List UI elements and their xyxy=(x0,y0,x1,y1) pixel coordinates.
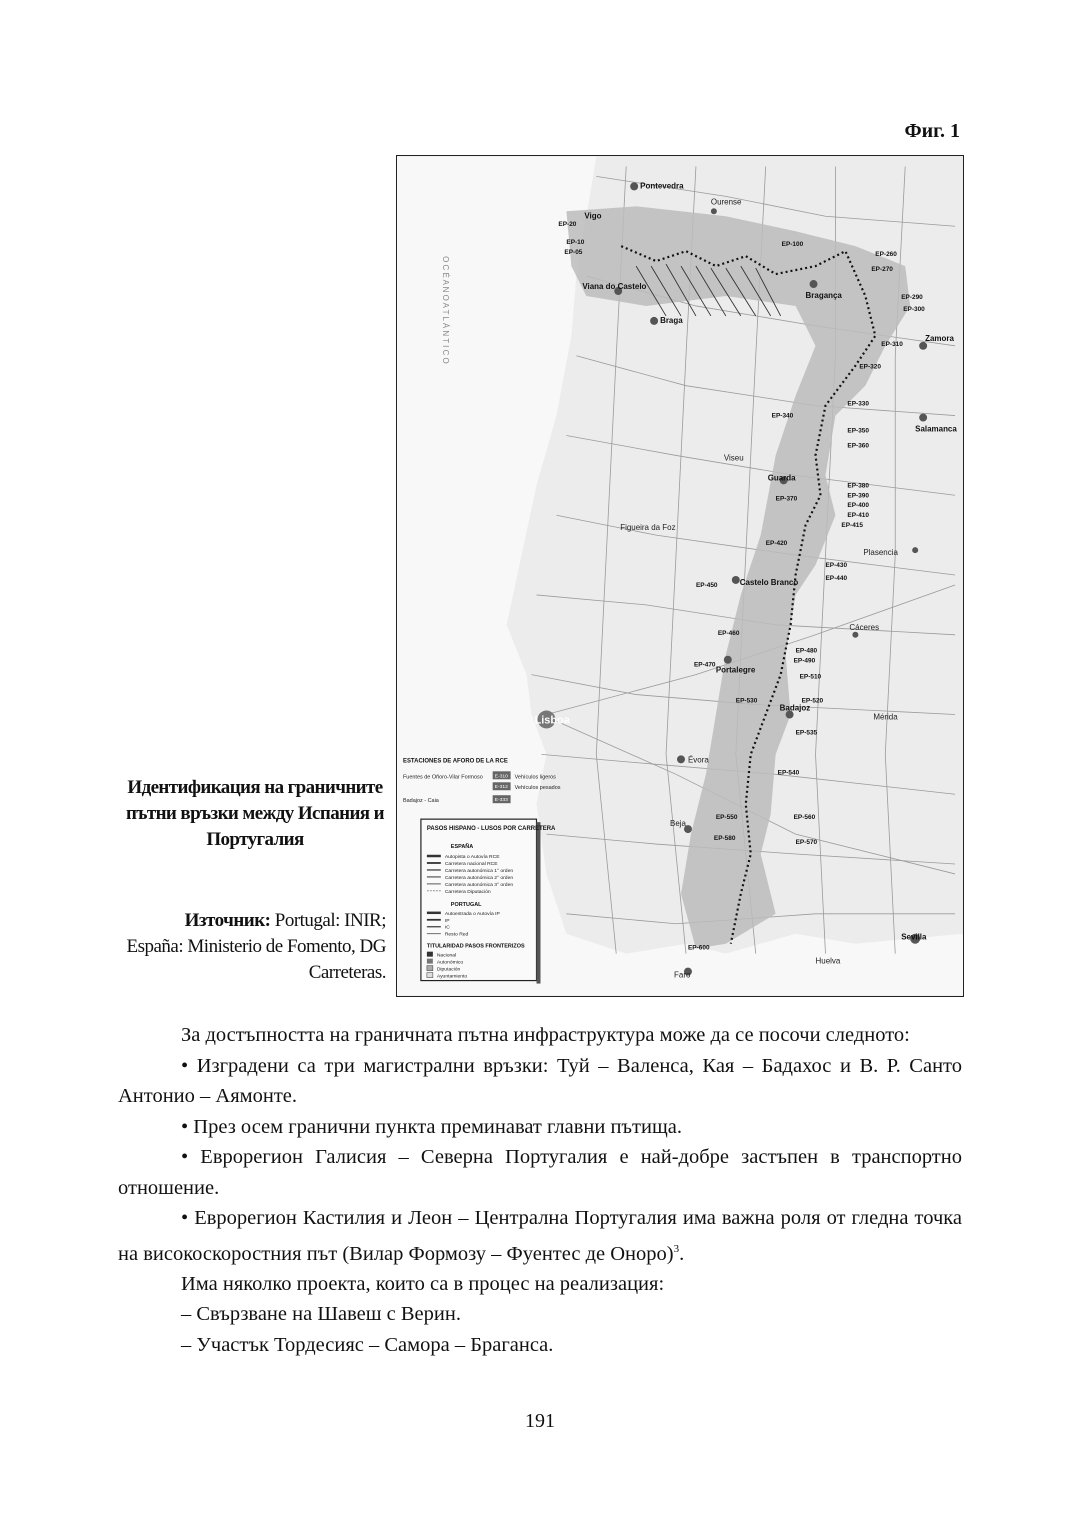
body-text xyxy=(118,1020,962,1360)
ep-label: EP-270 xyxy=(871,266,893,274)
bullet-item: • Изградени са три магистрални връзки: Туй – Валенса, Кая – Бадахос и В. Р. Санто Антонио – Аямонте. xyxy=(118,1054,962,1107)
ep-label: EP-260 xyxy=(875,251,897,259)
legend-item: Ayuntamiento xyxy=(436,973,468,980)
bullet-text: • Еврорегион Кастилия и Леон – Централна Португалия има важна роля от гледна точка на високоскоростния път (Вилар Формозу – Фуентес де Оноро) xyxy=(118,1207,962,1265)
legend-item: IP xyxy=(444,917,450,924)
paragraph-projects: Има няколко проекта, които са в процес на реализация: xyxy=(181,1272,665,1295)
legend-espana: ESPAÑA xyxy=(450,844,474,851)
ep-label: EP-400 xyxy=(847,502,869,510)
city-viana: Viana do Castelo xyxy=(582,282,647,292)
source-text: Portugal: INIR; España: Ministerio de Fomento, DG Carreteras. xyxy=(126,910,386,983)
city-guarda: Guarda xyxy=(767,473,796,483)
city-viseu: Viseu xyxy=(723,453,744,463)
city-faro: Faro xyxy=(674,970,691,980)
ep-label: EP-390 xyxy=(847,492,869,500)
city-ourense: Ourense xyxy=(710,197,742,207)
legend-main xyxy=(421,819,556,983)
ep-label: EP-420 xyxy=(765,540,788,548)
ep-label: EP-370 xyxy=(775,495,798,503)
city-braganca: Bragança xyxy=(805,290,842,300)
dash-item: – Участък Тордесияс – Самора – Браганса. xyxy=(181,1333,554,1356)
ep-label: EP-10 xyxy=(566,239,585,247)
legend-item: Autopista o Autovía RCE xyxy=(444,854,500,861)
legend-station-place: Fuentes de Oñoro-Vilar Formoso xyxy=(402,774,483,781)
ep-label: EP-490 xyxy=(793,657,816,665)
ep-label: EP-340 xyxy=(771,412,794,420)
ep-label: EP-510 xyxy=(799,673,822,681)
legend-item: IC xyxy=(444,924,450,931)
city-plasencia: Plasencia xyxy=(863,548,898,558)
ep-label: EP-360 xyxy=(847,442,869,450)
ep-label: EP-100 xyxy=(781,241,804,249)
ep-label: EP-570 xyxy=(795,839,818,847)
ep-label: EP-535 xyxy=(795,729,818,737)
city-merida: Mérida xyxy=(873,712,898,722)
city-figueira: Figueira da Foz xyxy=(620,523,676,533)
legend-station-text: Vehículos ligeros xyxy=(514,774,556,781)
footnote-ref: 3 xyxy=(673,1242,680,1255)
ep-label: EP-440 xyxy=(825,574,848,582)
legend-item: Diputación xyxy=(436,966,461,973)
ep-label: EP-470 xyxy=(693,661,716,669)
city-pontevedra: Pontevedra xyxy=(640,181,684,191)
ep-label: EP-460 xyxy=(717,629,740,637)
border-crossings-map xyxy=(396,155,964,997)
legend-portugal: PORTUGAL xyxy=(450,901,482,908)
legend-station-place: Badajoz - Caia xyxy=(402,798,439,805)
city-braga: Braga xyxy=(660,315,683,325)
legend-station-code: E-333 xyxy=(494,797,508,804)
legend-titularidad: TITULARIDAD PASOS FRONTERIZOS xyxy=(426,943,525,950)
page-number: 191 xyxy=(525,1410,555,1432)
legend-item: Carretera autonómica 2° orden xyxy=(444,874,514,881)
legend-item: Carretera autonómica 1° orden xyxy=(444,867,514,874)
ep-label: EP-320 xyxy=(859,363,881,371)
ep-label: EP-20 xyxy=(558,221,577,229)
city-evora: Évora xyxy=(687,755,709,765)
legend-item: Autoestrada o Autovía IP xyxy=(444,910,500,917)
ep-label: EP-600 xyxy=(687,944,710,952)
city-salamanca: Salamanca xyxy=(915,424,957,434)
ep-label: EP-350 xyxy=(847,427,869,435)
city-portalegre: Portalegre xyxy=(715,665,756,675)
legend-station-code: E-310 xyxy=(494,773,508,780)
bullet-item: • През осем гранични пункта преминават главни пътища. xyxy=(181,1115,682,1138)
legend-item: Nacional xyxy=(436,952,457,959)
paragraph-intro: За достъпността на граничната пътна инфраструктура може да се посочи следното: xyxy=(181,1024,910,1046)
ep-label: EP-330 xyxy=(847,400,869,408)
ep-label: EP-530 xyxy=(735,697,758,705)
legend-station-code: E-312 xyxy=(494,784,508,791)
ep-label: EP-410 xyxy=(847,512,869,520)
dash-item: – Свързване на Шавеш с Верин. xyxy=(181,1303,461,1326)
ep-label: EP-430 xyxy=(825,562,848,570)
bullet-end: . xyxy=(679,1242,685,1265)
ep-label: EP-290 xyxy=(901,293,923,301)
legend-item: Carretera nacional RCE xyxy=(444,860,498,867)
city-castelo-branco: Castelo Branco xyxy=(739,577,799,587)
ep-label: EP-520 xyxy=(801,697,824,705)
bullet-item xyxy=(118,1203,962,1269)
legend-item: Autonómico xyxy=(436,959,464,966)
ep-label: EP-300 xyxy=(903,305,925,313)
ep-label: EP-480 xyxy=(795,647,818,655)
ep-label: EP-415 xyxy=(841,522,864,530)
legend-item: Carretera Diputación xyxy=(444,888,491,895)
map-svg xyxy=(397,156,963,996)
ep-label: EP-310 xyxy=(881,340,903,348)
city-sevilla: Sevilla xyxy=(901,932,927,942)
city-huelva: Huelva xyxy=(815,956,841,966)
ep-label: EP-580 xyxy=(713,835,736,843)
legend-station-text: Vehículos pesados xyxy=(514,785,561,792)
legend-stations-title: ESTACIONES DE AFORO DE LA RCE xyxy=(402,758,508,765)
city-badajoz: Badajoz xyxy=(779,703,811,713)
ep-label: EP-560 xyxy=(793,814,816,822)
ocean-label: O C É A N O A T L Á N T I C O xyxy=(440,256,450,364)
city-vigo: Vigo xyxy=(584,211,602,221)
figure-caption: Идентификация на граничните пътни връзки между Испания и Португалия xyxy=(126,777,384,850)
legend-item: Resto Red xyxy=(444,931,469,938)
city-beja: Beja xyxy=(670,819,686,829)
city-zamora: Zamora xyxy=(925,333,954,343)
ep-label: EP-380 xyxy=(847,482,869,490)
ep-label: EP-550 xyxy=(715,814,738,822)
city-lisboa: Lisboa xyxy=(534,714,570,727)
source-label: Източник: xyxy=(184,910,271,931)
figure-label: Фиг. 1 xyxy=(904,120,960,142)
legend-main-title: PASOS HISPANO - LUSOS POR CARRETERA xyxy=(426,826,556,833)
figure-source xyxy=(124,908,386,986)
ep-label: EP-540 xyxy=(777,769,800,777)
legend-item: Carretera autonómica 3° orden xyxy=(444,881,514,888)
city-caceres: Cáceres xyxy=(849,622,880,632)
ep-label: EP-450 xyxy=(695,581,718,589)
ep-label: EP-05 xyxy=(564,249,583,257)
bullet-item: • Еврорегион Галисия – Северна Португалия е най-добре застъпен в транспортно отношение. xyxy=(118,1146,962,1199)
